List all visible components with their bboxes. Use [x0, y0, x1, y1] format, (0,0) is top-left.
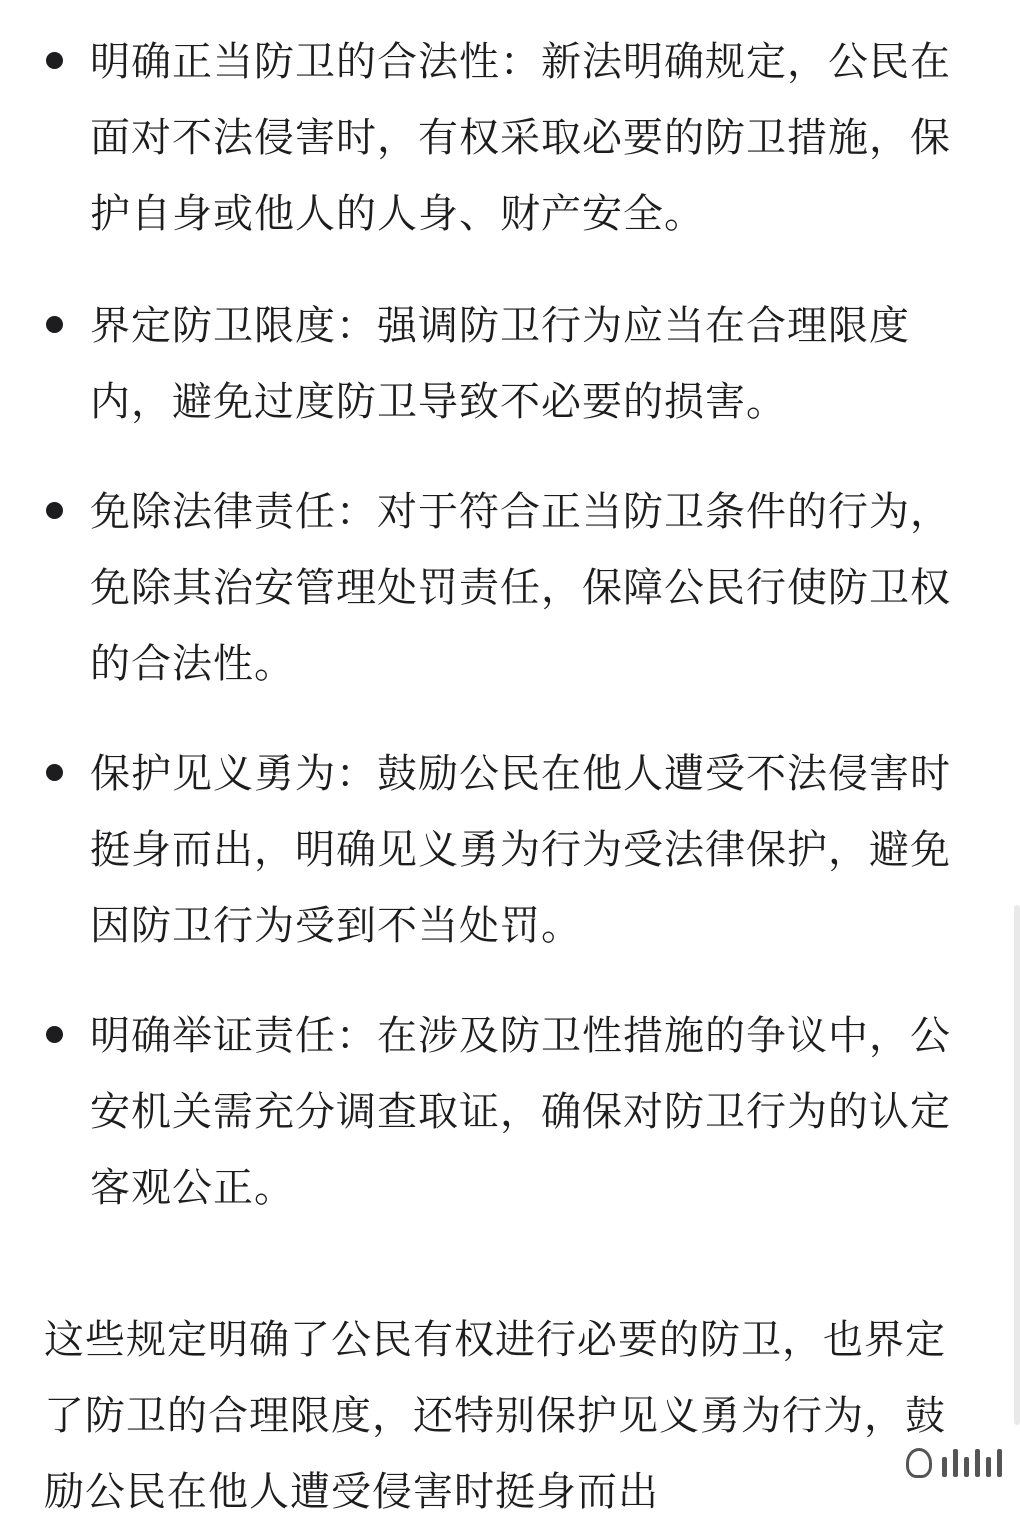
list-item-text: 明确举证责任：在涉及防卫性措施的争议中，公安机关需充分调查取证，确保对防卫行为的认定客观公正。	[90, 1013, 951, 1211]
scrollbar[interactable]	[1014, 905, 1020, 1425]
list-item	[90, 24, 985, 252]
bullet-icon	[46, 52, 63, 69]
list-item	[90, 736, 985, 964]
bullet-icon	[46, 1026, 63, 1043]
list-item-text: 明确正当防卫的合法性：新法明确规定，公民在面对不法侵害时，有权采取必要的防卫措施，保护自身或他人的人身、财产安全。	[90, 39, 951, 237]
list-item	[90, 474, 985, 702]
list-item	[90, 998, 985, 1226]
watermark-shape-icon	[906, 1448, 932, 1478]
summary-paragraph: 这些规定明确了公民有权进行必要的防卫，也界定了防卫的合理限度，还特别保护见义勇为行为，鼓励公民在他人遭受侵害时挺身而出	[44, 1317, 946, 1515]
bullet-icon	[46, 764, 63, 781]
list-item-text: 免除法律责任：对于符合正当防卫条件的行为，免除其治安管理处罚责任，保障公民行使防卫权的合法性。	[90, 489, 951, 687]
list-item-text: 界定防卫限度：强调防卫行为应当在合理限度内，避免过度防卫导致不必要的损害。	[90, 303, 910, 425]
list-item-text: 保护见义勇为：鼓励公民在他人遭受不法侵害时挺身而出，明确见义勇为行为受法律保护，避免因防卫行为受到不当处罚。	[90, 751, 951, 949]
bullet-icon	[46, 502, 63, 519]
watermark-bars-icon	[942, 1449, 1002, 1477]
list-item	[90, 288, 985, 440]
watermark-logo-icon	[900, 1443, 1008, 1483]
bullet-icon	[46, 316, 63, 333]
